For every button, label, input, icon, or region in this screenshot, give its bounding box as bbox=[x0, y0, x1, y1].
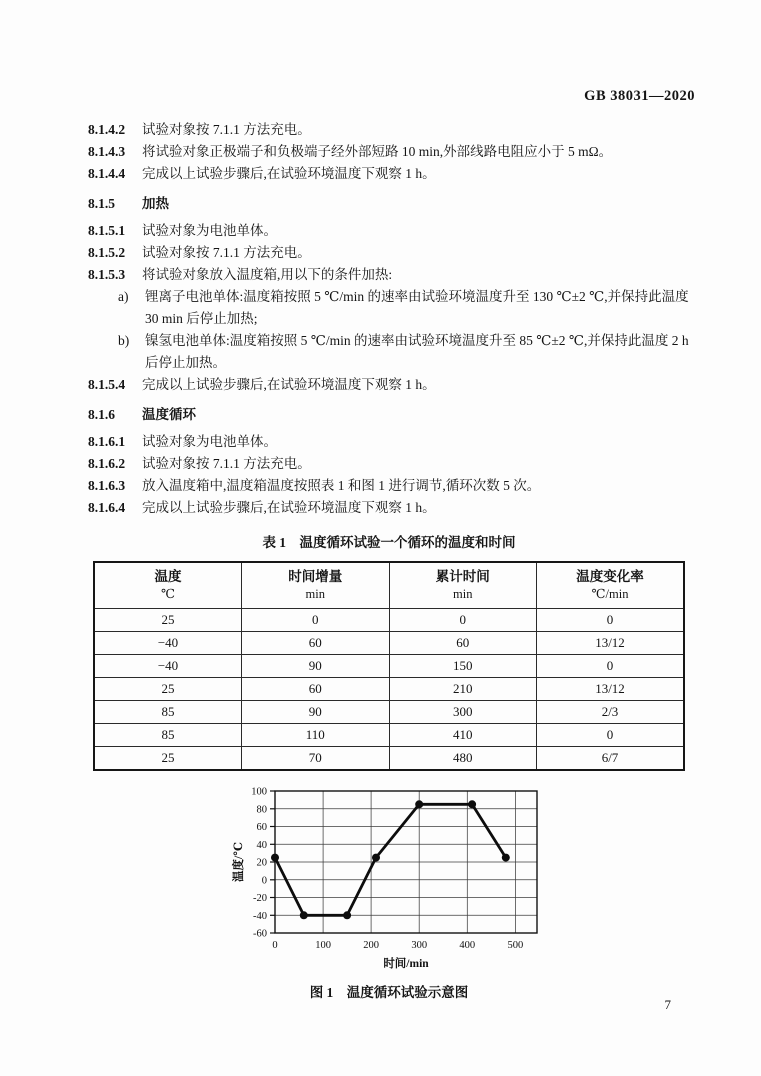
table-row: −40 60 60 13/12 bbox=[94, 632, 684, 655]
table-row: 85 110 410 0 bbox=[94, 724, 684, 747]
svg-text:100: 100 bbox=[251, 786, 267, 797]
clause-text: 完成以上试验步骤后,在试验环境温度下观察 1 h。 bbox=[142, 377, 436, 392]
clause-8-1-4-2 bbox=[88, 119, 690, 141]
clause-text: 完成以上试验步骤后,在试验环境温度下观察 1 h。 bbox=[142, 166, 436, 181]
heading-8-1-6 bbox=[88, 404, 690, 426]
clause-text: 将试验对象正极端子和负极端子经外部短路 10 min,外部线路电阻应小于 5 mΩ。 bbox=[142, 144, 613, 159]
table-row: 25 60 210 13/12 bbox=[94, 678, 684, 701]
heading-8-1-5 bbox=[88, 193, 690, 215]
clause-8-1-6-2 bbox=[88, 453, 690, 475]
column-header-temperature-rate: 温度变化率 ℃/min bbox=[537, 562, 685, 609]
temperature-cycle-table bbox=[93, 561, 685, 771]
svg-text:500: 500 bbox=[507, 939, 524, 951]
clause-text: 试验对象按 7.1.1 方法充电。 bbox=[142, 245, 311, 260]
svg-text:200: 200 bbox=[363, 939, 379, 951]
list-item-label: b) bbox=[118, 333, 130, 348]
table-row: 25 0 0 0 bbox=[94, 609, 684, 632]
svg-text:-20: -20 bbox=[253, 892, 267, 904]
table-body bbox=[94, 609, 684, 770]
clause-8-1-5-3 bbox=[88, 264, 690, 286]
clause-number: 8.1.5.1 bbox=[88, 223, 126, 238]
list-item-text: 镍氢电池单体:温度箱按照 5 ℃/min 的速率由试验环境温度升至 85 ℃±2 ℃,并保持此温度 2 h 后停止加热。 bbox=[145, 333, 689, 370]
heading-text: 加热 bbox=[142, 196, 169, 211]
table-header-row bbox=[94, 562, 684, 609]
clause-8-1-5-2 bbox=[88, 242, 690, 264]
list-item-a bbox=[118, 286, 690, 330]
clause-number: 8.1.5.4 bbox=[88, 377, 126, 392]
table-title: 表 1 温度循环试验一个循环的温度和时间 bbox=[262, 535, 516, 550]
svg-text:时间/min: 时间/min bbox=[383, 957, 429, 970]
clause-number: 8.1.4.4 bbox=[88, 166, 126, 181]
table-header bbox=[94, 562, 684, 609]
clause-number: 8.1.5.3 bbox=[88, 267, 126, 282]
clause-8-1-6-1 bbox=[88, 431, 690, 453]
column-header-temperature: 温度 ℃ bbox=[94, 562, 242, 609]
list-item-label: a) bbox=[118, 289, 129, 304]
clause-number: 8.1.6.2 bbox=[88, 456, 126, 471]
clause-8-1-4-4 bbox=[88, 163, 690, 185]
svg-text:100: 100 bbox=[315, 939, 331, 951]
list-item-b bbox=[118, 330, 690, 374]
table-row: −40 90 150 0 bbox=[94, 655, 684, 678]
clause-8-1-5-1 bbox=[88, 220, 690, 242]
clause-8-1-6-3 bbox=[88, 475, 690, 497]
temperature-cycle-plot bbox=[229, 783, 549, 973]
svg-text:-60: -60 bbox=[253, 928, 267, 939]
svg-text:-40: -40 bbox=[253, 910, 267, 922]
figure-caption: 图 1 温度循环试验示意图 bbox=[309, 984, 469, 1000]
svg-text:20: 20 bbox=[256, 857, 267, 868]
clause-8-1-4-3 bbox=[88, 141, 690, 163]
clause-8-1-5-4 bbox=[88, 374, 690, 396]
standard-number: GB 38031—2020 bbox=[584, 88, 695, 104]
svg-text:0: 0 bbox=[261, 874, 267, 886]
heading-text: 温度循环 bbox=[142, 407, 196, 422]
table-row: 85 90 300 2/3 bbox=[94, 701, 684, 724]
temperature-cycle-chart bbox=[229, 783, 549, 973]
svg-text:300: 300 bbox=[411, 939, 428, 951]
svg-text:40: 40 bbox=[256, 839, 267, 851]
clause-number: 8.1.6.3 bbox=[88, 478, 126, 493]
heading-number: 8.1.6 bbox=[88, 407, 115, 422]
list-item-text: 锂离子电池单体:温度箱按照 5 ℃/min 的速率由试验环境温度升至 130 ℃±2 ℃,并保持此温度 30 min 后停止加热; bbox=[145, 289, 689, 326]
page-number: 7 bbox=[664, 997, 671, 1012]
svg-text:温度/℃: 温度/℃ bbox=[233, 841, 245, 882]
clause-number: 8.1.6.4 bbox=[88, 500, 126, 515]
column-header-time-increment: 时间增量 min bbox=[242, 562, 390, 609]
clause-number: 8.1.4.3 bbox=[88, 144, 126, 159]
column-header-cumulative-time: 累计时间 min bbox=[389, 562, 537, 609]
clause-8-1-6-4 bbox=[88, 497, 690, 519]
table-row: 25 70 480 6/7 bbox=[94, 747, 684, 770]
svg-text:60: 60 bbox=[256, 821, 267, 833]
heading-number: 8.1.5 bbox=[88, 196, 115, 211]
page-content bbox=[88, 119, 690, 1001]
figure-1 bbox=[88, 783, 690, 1001]
svg-text:80: 80 bbox=[256, 803, 267, 815]
clause-number: 8.1.5.2 bbox=[88, 245, 126, 260]
svg-text:400: 400 bbox=[459, 939, 476, 951]
clause-text: 试验对象为电池单体。 bbox=[142, 434, 277, 449]
clause-text: 试验对象按 7.1.1 方法充电。 bbox=[142, 456, 311, 471]
clause-text: 试验对象为电池单体。 bbox=[142, 223, 277, 238]
clause-text: 将试验对象放入温度箱,用以下的条件加热: bbox=[142, 267, 393, 282]
clause-text: 试验对象按 7.1.1 方法充电。 bbox=[142, 122, 311, 137]
clause-text: 完成以上试验步骤后,在试验环境温度下观察 1 h。 bbox=[142, 500, 436, 515]
clause-text: 放入温度箱中,温度箱温度按照表 1 和图 1 进行调节,循环次数 5 次。 bbox=[142, 478, 541, 493]
clause-number: 8.1.4.2 bbox=[88, 122, 126, 137]
clause-number: 8.1.6.1 bbox=[88, 434, 126, 449]
svg-text:0: 0 bbox=[272, 939, 278, 951]
